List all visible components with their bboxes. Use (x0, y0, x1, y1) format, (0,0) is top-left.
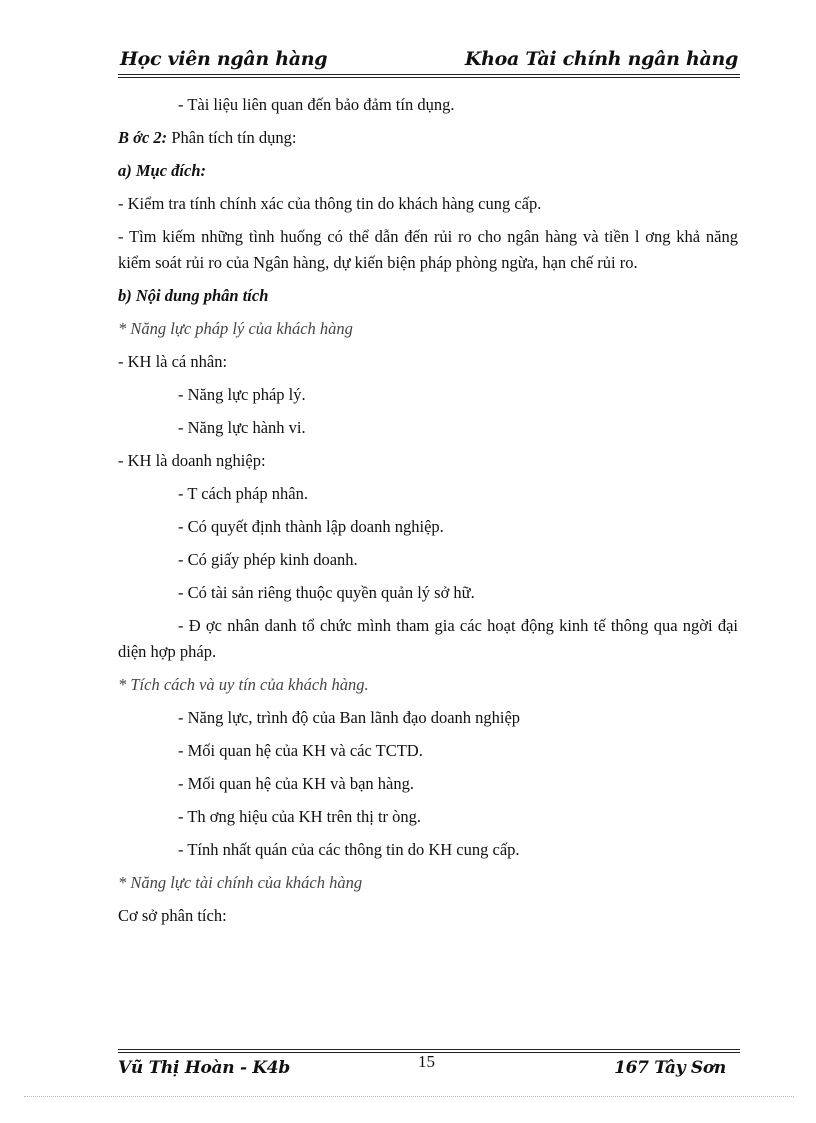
list-item: - Th ơng hiệu của KH trên thị tr òng. (178, 807, 422, 826)
list-item: - Có giấy phép kinh doanh. (178, 550, 358, 569)
paragraph: - Tìm kiếm những tình huống có thể dẫn đến rủi ro cho ngân hàng và tiền l ơng khả năng kiểm soát rủi ro của Ngân hàng, dự kiến biện pháp phòng ngừa, hạn chế rủi ro. (118, 227, 738, 272)
list-item: - Năng lực, trình độ của Ban lãnh đạo doanh nghiệp (178, 708, 521, 727)
step-heading (118, 125, 738, 151)
section-heading: a) Mục đích: (118, 161, 206, 180)
paragraph: - KH là cá nhân: (118, 352, 228, 371)
footer-author: Vũ Thị Hoàn - K4b (118, 1058, 290, 1078)
list-item: - Năng lực pháp lý. (178, 385, 306, 404)
list-item: - T cách pháp nhân. (178, 484, 308, 503)
step-label: B ớc 2: (118, 128, 168, 147)
header-left-title: Học viên ngân hàng (120, 48, 328, 70)
list-item: - Đ ợc nhân danh tổ chức mình tham gia các hoạt động kinh tế thông qua ngời đại diện hợp pháp. (118, 616, 738, 661)
list-item: - Tính nhất quán của các thông tin do KH cung cấp. (178, 840, 520, 859)
section-heading: b) Nội dung phân tích (118, 286, 269, 305)
list-item: - Mối quan hệ của KH và các TCTD. (178, 741, 423, 760)
subsection-heading: * Năng lực pháp lý của khách hàng (118, 319, 353, 338)
subsection-heading: * Năng lực tài chính của khách hàng (118, 873, 363, 892)
page-footer (118, 1054, 740, 1082)
list-item: - Có tài sản riêng thuộc quyền quản lý sở hữ. (178, 583, 475, 602)
paragraph: Cơ sở phân tích: (118, 906, 227, 925)
step-title: Phân tích tín dụng: (167, 128, 297, 147)
page-edge-divider (24, 1096, 794, 1097)
document-body (118, 92, 738, 936)
list-item: - Mối quan hệ của KH và bạn hàng. (178, 774, 414, 793)
subsection-heading: * Tích cách và uy tín của khách hàng. (118, 675, 369, 694)
list-item: - Năng lực hành vi. (178, 418, 306, 437)
page-header (118, 48, 740, 74)
footer-address: 167 Tây Sơn (614, 1058, 726, 1078)
list-item: - Có quyết định thành lập doanh nghiệp. (178, 517, 444, 536)
page-number: 15 (418, 1052, 435, 1071)
paragraph: - Kiểm tra tính chính xác của thông tin do khách hàng cung cấp. (118, 194, 542, 213)
header-rule (118, 74, 740, 78)
paragraph: - Tài liệu liên quan đến bảo đảm tín dụng. (178, 95, 455, 114)
paragraph: - KH là doanh nghiệp: (118, 451, 266, 470)
header-right-title: Khoa Tài chính ngân hàng (464, 48, 738, 70)
